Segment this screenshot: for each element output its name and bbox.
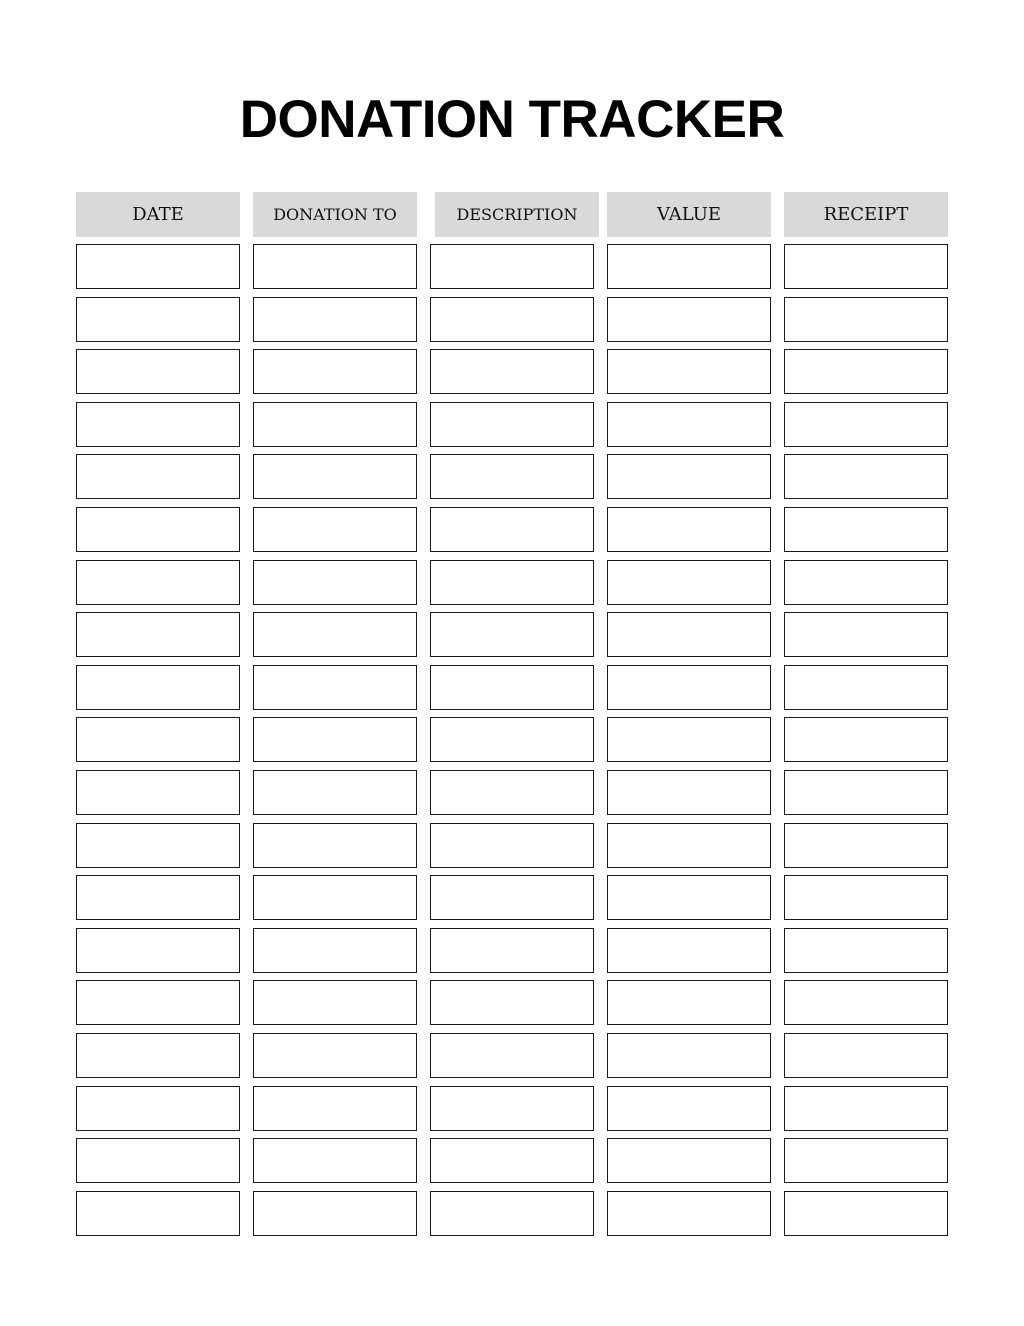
- entry-cell-receipt[interactable]: [784, 560, 948, 605]
- entry-cell-description[interactable]: [430, 349, 594, 394]
- entry-cell-date[interactable]: [76, 560, 240, 605]
- entry-cell-receipt[interactable]: [784, 402, 948, 447]
- entry-cell-description[interactable]: [430, 1138, 594, 1183]
- entry-cell-description[interactable]: [430, 1191, 594, 1236]
- entry-cell-receipt[interactable]: [784, 349, 948, 394]
- entry-cell-receipt[interactable]: [784, 770, 948, 815]
- entry-cell-date[interactable]: [76, 1033, 240, 1078]
- entry-cell-value[interactable]: [607, 717, 771, 762]
- entry-cell-receipt[interactable]: [784, 244, 948, 289]
- entry-cell-description[interactable]: [430, 244, 594, 289]
- column-header-donation-to: DONATION TO: [253, 192, 417, 237]
- entry-cell-date[interactable]: [76, 1191, 240, 1236]
- entry-cell-description[interactable]: [430, 980, 594, 1025]
- entry-cell-value[interactable]: [607, 244, 771, 289]
- entry-cell-donation_to[interactable]: [253, 507, 417, 552]
- entry-cell-description[interactable]: [430, 402, 594, 447]
- entry-cell-description[interactable]: [430, 297, 594, 342]
- entry-cell-donation_to[interactable]: [253, 244, 417, 289]
- entry-cell-date[interactable]: [76, 454, 240, 499]
- entry-cell-value[interactable]: [607, 665, 771, 710]
- entry-cell-date[interactable]: [76, 1138, 240, 1183]
- entry-cell-description[interactable]: [430, 507, 594, 552]
- entry-cell-date[interactable]: [76, 770, 240, 815]
- entry-cell-date[interactable]: [76, 980, 240, 1025]
- entry-cell-donation_to[interactable]: [253, 770, 417, 815]
- entry-cell-value[interactable]: [607, 875, 771, 920]
- entry-cell-receipt[interactable]: [784, 823, 948, 868]
- column-header-date: DATE: [76, 192, 240, 237]
- entry-cell-donation_to[interactable]: [253, 560, 417, 605]
- entry-cell-donation_to[interactable]: [253, 928, 417, 973]
- entry-cell-donation_to[interactable]: [253, 402, 417, 447]
- entry-cell-donation_to[interactable]: [253, 823, 417, 868]
- entry-cell-description[interactable]: [430, 823, 594, 868]
- entry-cell-description[interactable]: [430, 612, 594, 657]
- entry-cell-donation_to[interactable]: [253, 665, 417, 710]
- entry-cell-value[interactable]: [607, 454, 771, 499]
- entry-cell-value[interactable]: [607, 297, 771, 342]
- entry-cell-donation_to[interactable]: [253, 612, 417, 657]
- page-title: DONATION TRACKER: [239, 90, 785, 149]
- entry-cell-receipt[interactable]: [784, 297, 948, 342]
- entry-cell-value[interactable]: [607, 1191, 771, 1236]
- entry-cell-description[interactable]: [430, 665, 594, 710]
- entry-cell-donation_to[interactable]: [253, 1191, 417, 1236]
- entry-cell-receipt[interactable]: [784, 1191, 948, 1236]
- entry-cell-donation_to[interactable]: [253, 349, 417, 394]
- entry-cell-donation_to[interactable]: [253, 297, 417, 342]
- entry-cell-value[interactable]: [607, 560, 771, 605]
- entry-cell-value[interactable]: [607, 823, 771, 868]
- entry-cell-description[interactable]: [430, 717, 594, 762]
- entry-cell-date[interactable]: [76, 244, 240, 289]
- entry-cell-value[interactable]: [607, 402, 771, 447]
- entry-cell-donation_to[interactable]: [253, 1138, 417, 1183]
- entry-cell-date[interactable]: [76, 665, 240, 710]
- entry-cell-value[interactable]: [607, 1138, 771, 1183]
- entry-cell-value[interactable]: [607, 612, 771, 657]
- entry-cell-receipt[interactable]: [784, 928, 948, 973]
- entry-cell-value[interactable]: [607, 770, 771, 815]
- entry-cell-date[interactable]: [76, 1086, 240, 1131]
- entry-cell-donation_to[interactable]: [253, 875, 417, 920]
- entry-cell-date[interactable]: [76, 928, 240, 973]
- entry-cell-donation_to[interactable]: [253, 980, 417, 1025]
- entry-cell-value[interactable]: [607, 980, 771, 1025]
- entry-cell-description[interactable]: [430, 560, 594, 605]
- entry-cell-value[interactable]: [607, 1033, 771, 1078]
- entry-cell-value[interactable]: [607, 1086, 771, 1131]
- entry-cell-date[interactable]: [76, 402, 240, 447]
- entry-cell-description[interactable]: [430, 1033, 594, 1078]
- entry-cell-receipt[interactable]: [784, 980, 948, 1025]
- entry-cell-date[interactable]: [76, 612, 240, 657]
- entry-cell-receipt[interactable]: [784, 454, 948, 499]
- entry-cell-date[interactable]: [76, 297, 240, 342]
- entry-cell-donation_to[interactable]: [253, 1086, 417, 1131]
- entry-cell-receipt[interactable]: [784, 1033, 948, 1078]
- entry-cell-receipt[interactable]: [784, 665, 948, 710]
- entry-cell-donation_to[interactable]: [253, 454, 417, 499]
- entry-cell-description[interactable]: [430, 928, 594, 973]
- entry-cell-description[interactable]: [430, 454, 594, 499]
- entry-cell-value[interactable]: [607, 349, 771, 394]
- column-header-description: DESCRIPTION: [435, 192, 599, 237]
- entry-cell-donation_to[interactable]: [253, 1033, 417, 1078]
- entry-cell-date[interactable]: [76, 349, 240, 394]
- entry-cell-receipt[interactable]: [784, 1086, 948, 1131]
- entry-cell-description[interactable]: [430, 770, 594, 815]
- column-header-value: VALUE: [607, 192, 771, 237]
- entry-cell-date[interactable]: [76, 875, 240, 920]
- entry-cell-description[interactable]: [430, 875, 594, 920]
- entry-cell-donation_to[interactable]: [253, 717, 417, 762]
- entry-cell-receipt[interactable]: [784, 612, 948, 657]
- entry-cell-description[interactable]: [430, 1086, 594, 1131]
- entry-cell-value[interactable]: [607, 928, 771, 973]
- entry-cell-receipt[interactable]: [784, 1138, 948, 1183]
- entry-cell-receipt[interactable]: [784, 717, 948, 762]
- entry-cell-receipt[interactable]: [784, 875, 948, 920]
- entry-cell-date[interactable]: [76, 717, 240, 762]
- column-header-receipt: RECEIPT: [784, 192, 948, 237]
- entry-cell-receipt[interactable]: [784, 507, 948, 552]
- entry-cell-value[interactable]: [607, 507, 771, 552]
- entry-cell-date[interactable]: [76, 823, 240, 868]
- entry-cell-date[interactable]: [76, 507, 240, 552]
